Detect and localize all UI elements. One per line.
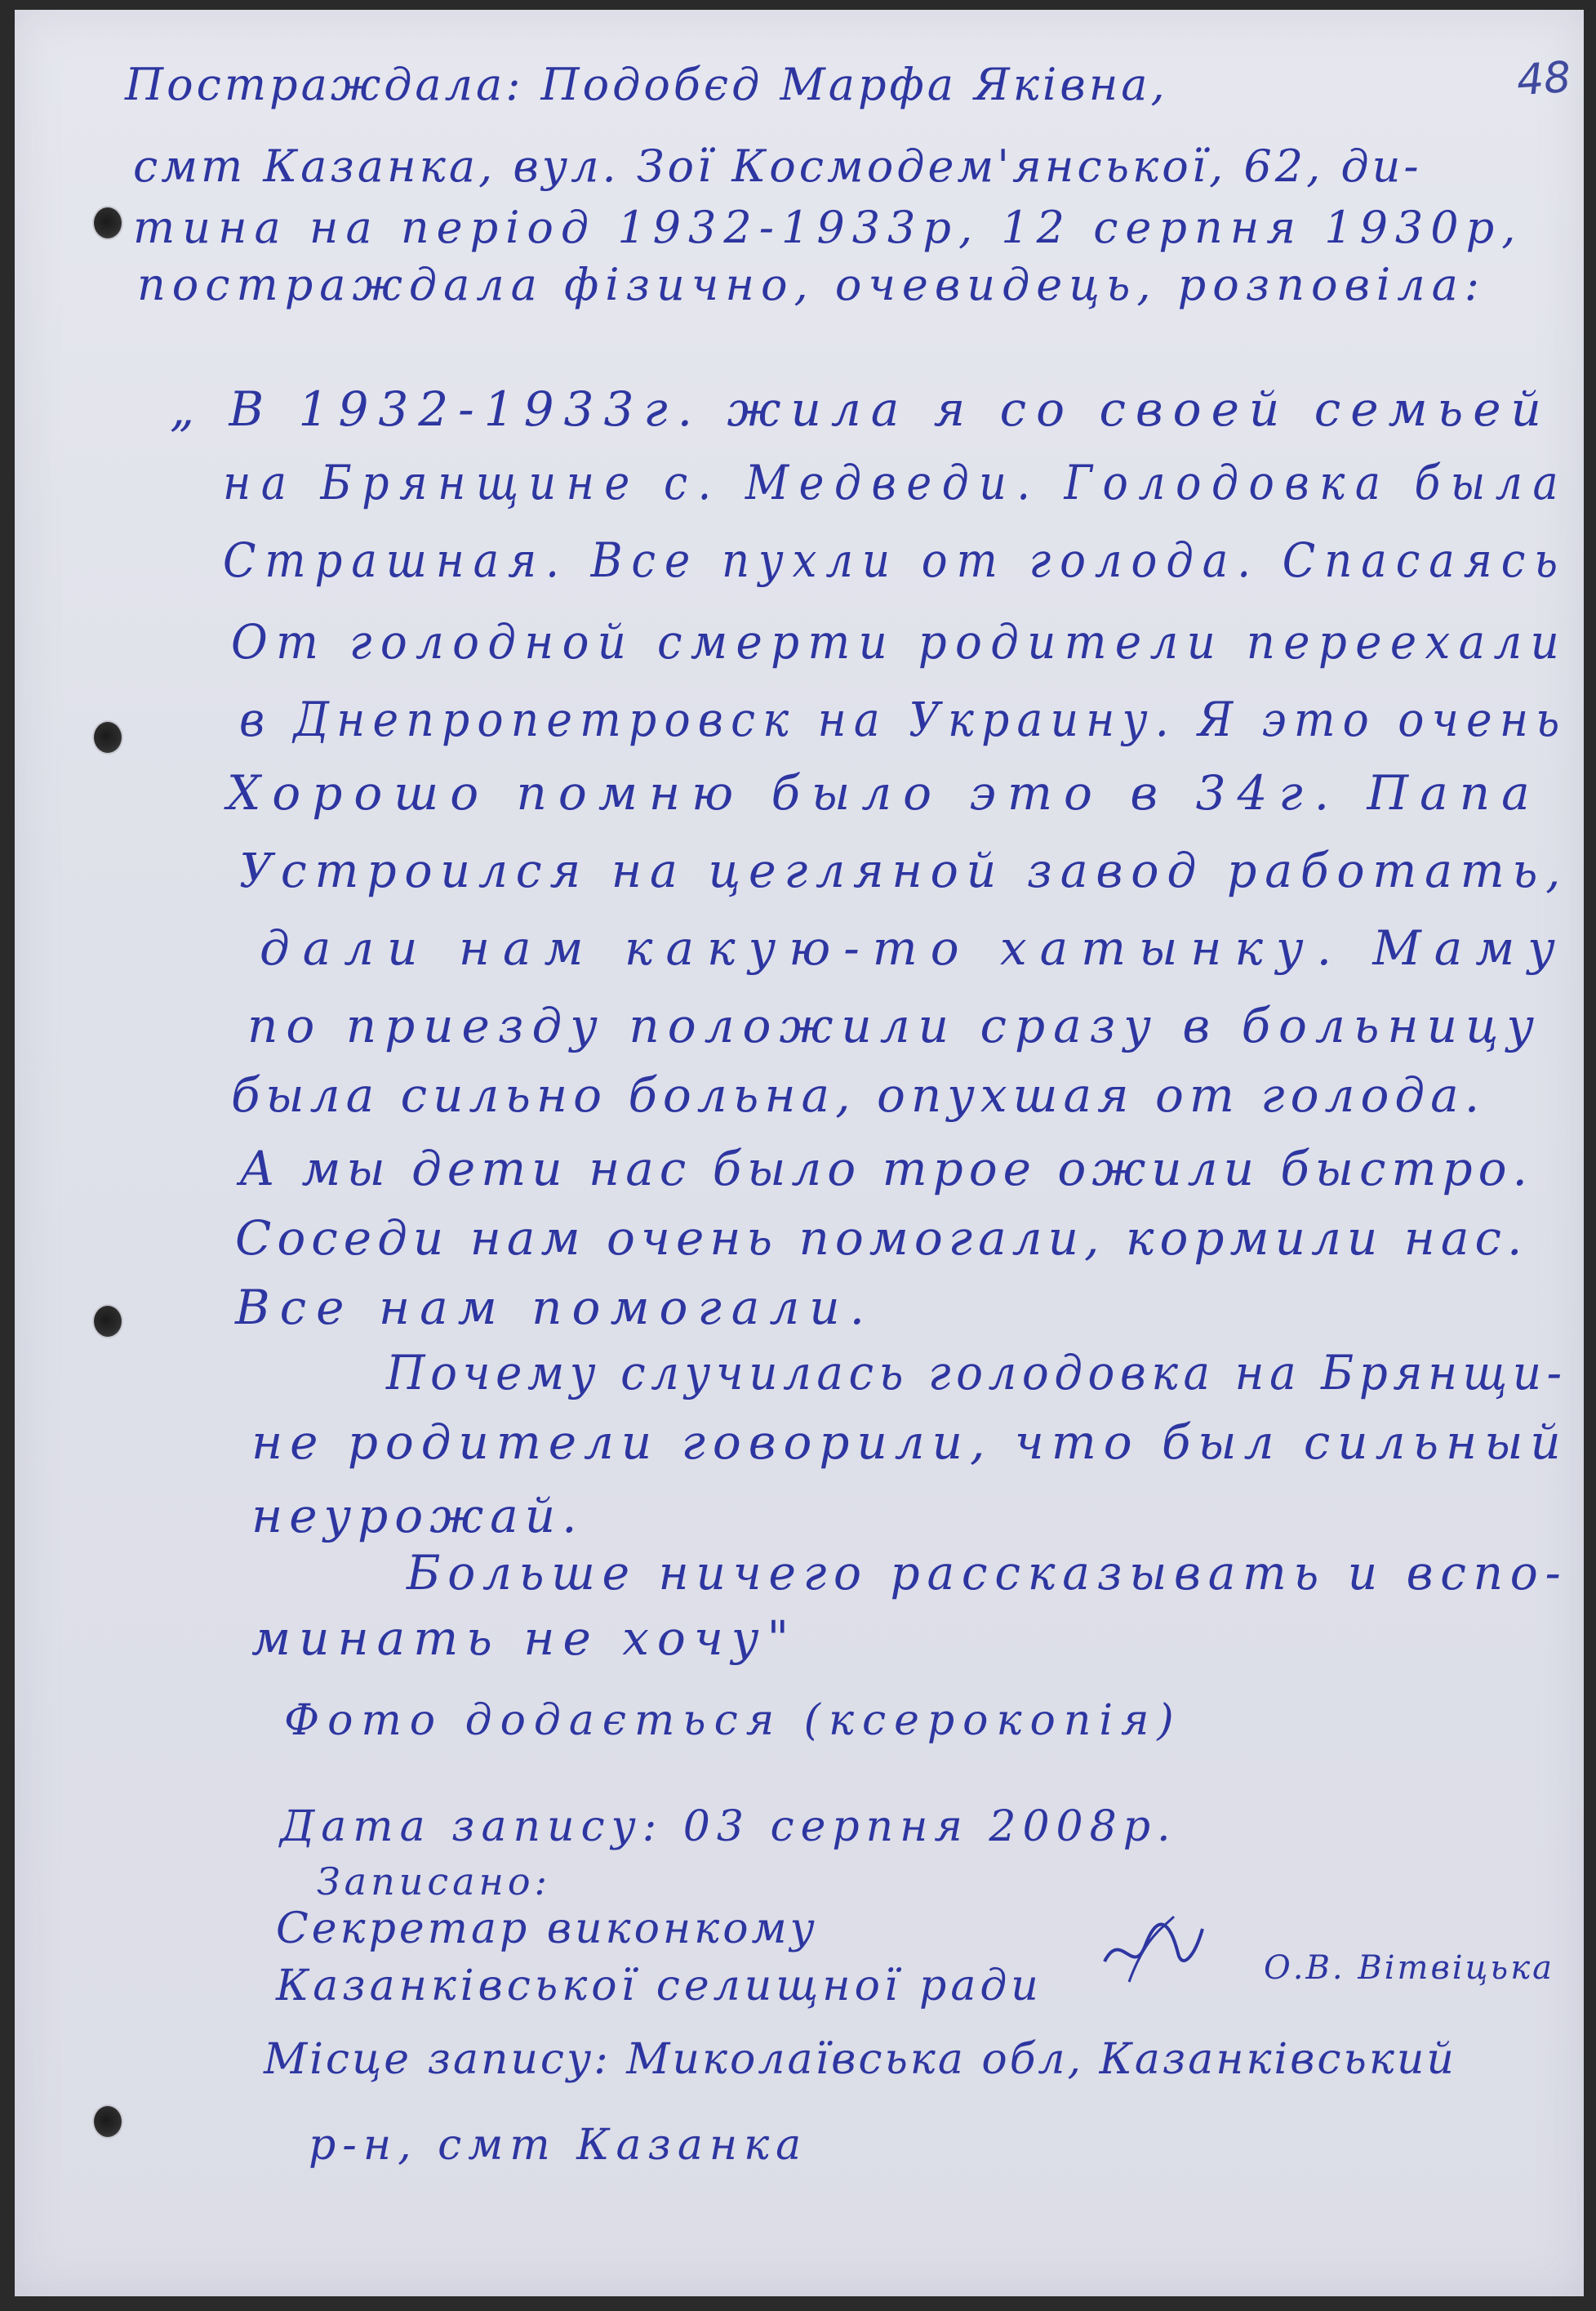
punch-hole xyxy=(92,720,123,755)
testimony-line: была сильно больна, опухшая от голода. xyxy=(231,1067,1486,1123)
testimony-line: Страшная. Все пухли от голода. Спасаясь xyxy=(223,532,1567,588)
testimony-line: Хорошо помню было это в 34г. Папа xyxy=(227,765,1541,821)
header-line: постраждала фізично, очевидець, розповіла: xyxy=(137,259,1486,310)
testimony-line: дали нам какую-то хатынку. Маму xyxy=(260,920,1568,976)
testimony-line: в Днепропетровск на Украину. Я это очень xyxy=(239,692,1567,747)
footer-line: Дата запису: 03 серпня 2008р. xyxy=(280,1802,1177,1851)
footer-line: р-н, смт Казанка xyxy=(309,2121,808,2170)
testimony-line: Больше ничего рассказывать и вспо- xyxy=(407,1545,1568,1601)
page-number: 48 xyxy=(1514,52,1573,106)
signature-mark xyxy=(1096,1912,1211,1986)
testimony-line: неурожай. xyxy=(251,1488,584,1543)
footer-line: Фото додається (ксерокопія) xyxy=(284,1696,1182,1745)
testimony-line: Устроился на цегляной завод работать, xyxy=(239,843,1569,898)
footer-line: Місце запису: Миколаївська обл, Казанківський xyxy=(264,2035,1456,2084)
testimony-line: „ В 1932-1933г. жила я со своей семьей xyxy=(170,381,1551,437)
footer-line: Секретар виконкому xyxy=(276,1904,818,1953)
header-line: тина на період 1932-1933р, 12 серпня 1930р, xyxy=(133,202,1523,253)
handwritten-page xyxy=(15,10,1584,2296)
footer-line: Записано: xyxy=(317,1859,552,1904)
header-line: Постраждала: Подобєд Марфа Яківна, xyxy=(125,59,1168,110)
footer-line: О.В. Вітвіцька xyxy=(1264,1949,1554,1987)
testimony-line: не родители говорили, что был сильный xyxy=(251,1414,1568,1470)
testimony-line: Все нам помогали. xyxy=(235,1280,875,1335)
testimony-line: Соседи нам очень помогали, кормили нас. xyxy=(235,1210,1528,1266)
footer-line: Казанківської селищної ради xyxy=(276,1961,1043,2010)
testimony-line: на Брянщине с. Медведи. Голодовка была xyxy=(223,455,1569,510)
punch-hole xyxy=(92,1304,123,1338)
punch-hole xyxy=(92,2104,123,2139)
punch-hole xyxy=(92,206,123,240)
header-line: смт Казанка, вул. Зої Космодем'янської, 62, ди- xyxy=(133,140,1422,192)
testimony-line: по приезду положили сразу в больницу xyxy=(247,998,1543,1053)
testimony-line: А мы дети нас было трое ожили быстро. xyxy=(239,1141,1533,1196)
testimony-line: От голодной смерти родители переехали xyxy=(231,614,1568,670)
testimony-line: Почему случилась голодовка на Брянщи- xyxy=(386,1345,1567,1400)
testimony-line: минать не хочу" xyxy=(251,1610,798,1666)
